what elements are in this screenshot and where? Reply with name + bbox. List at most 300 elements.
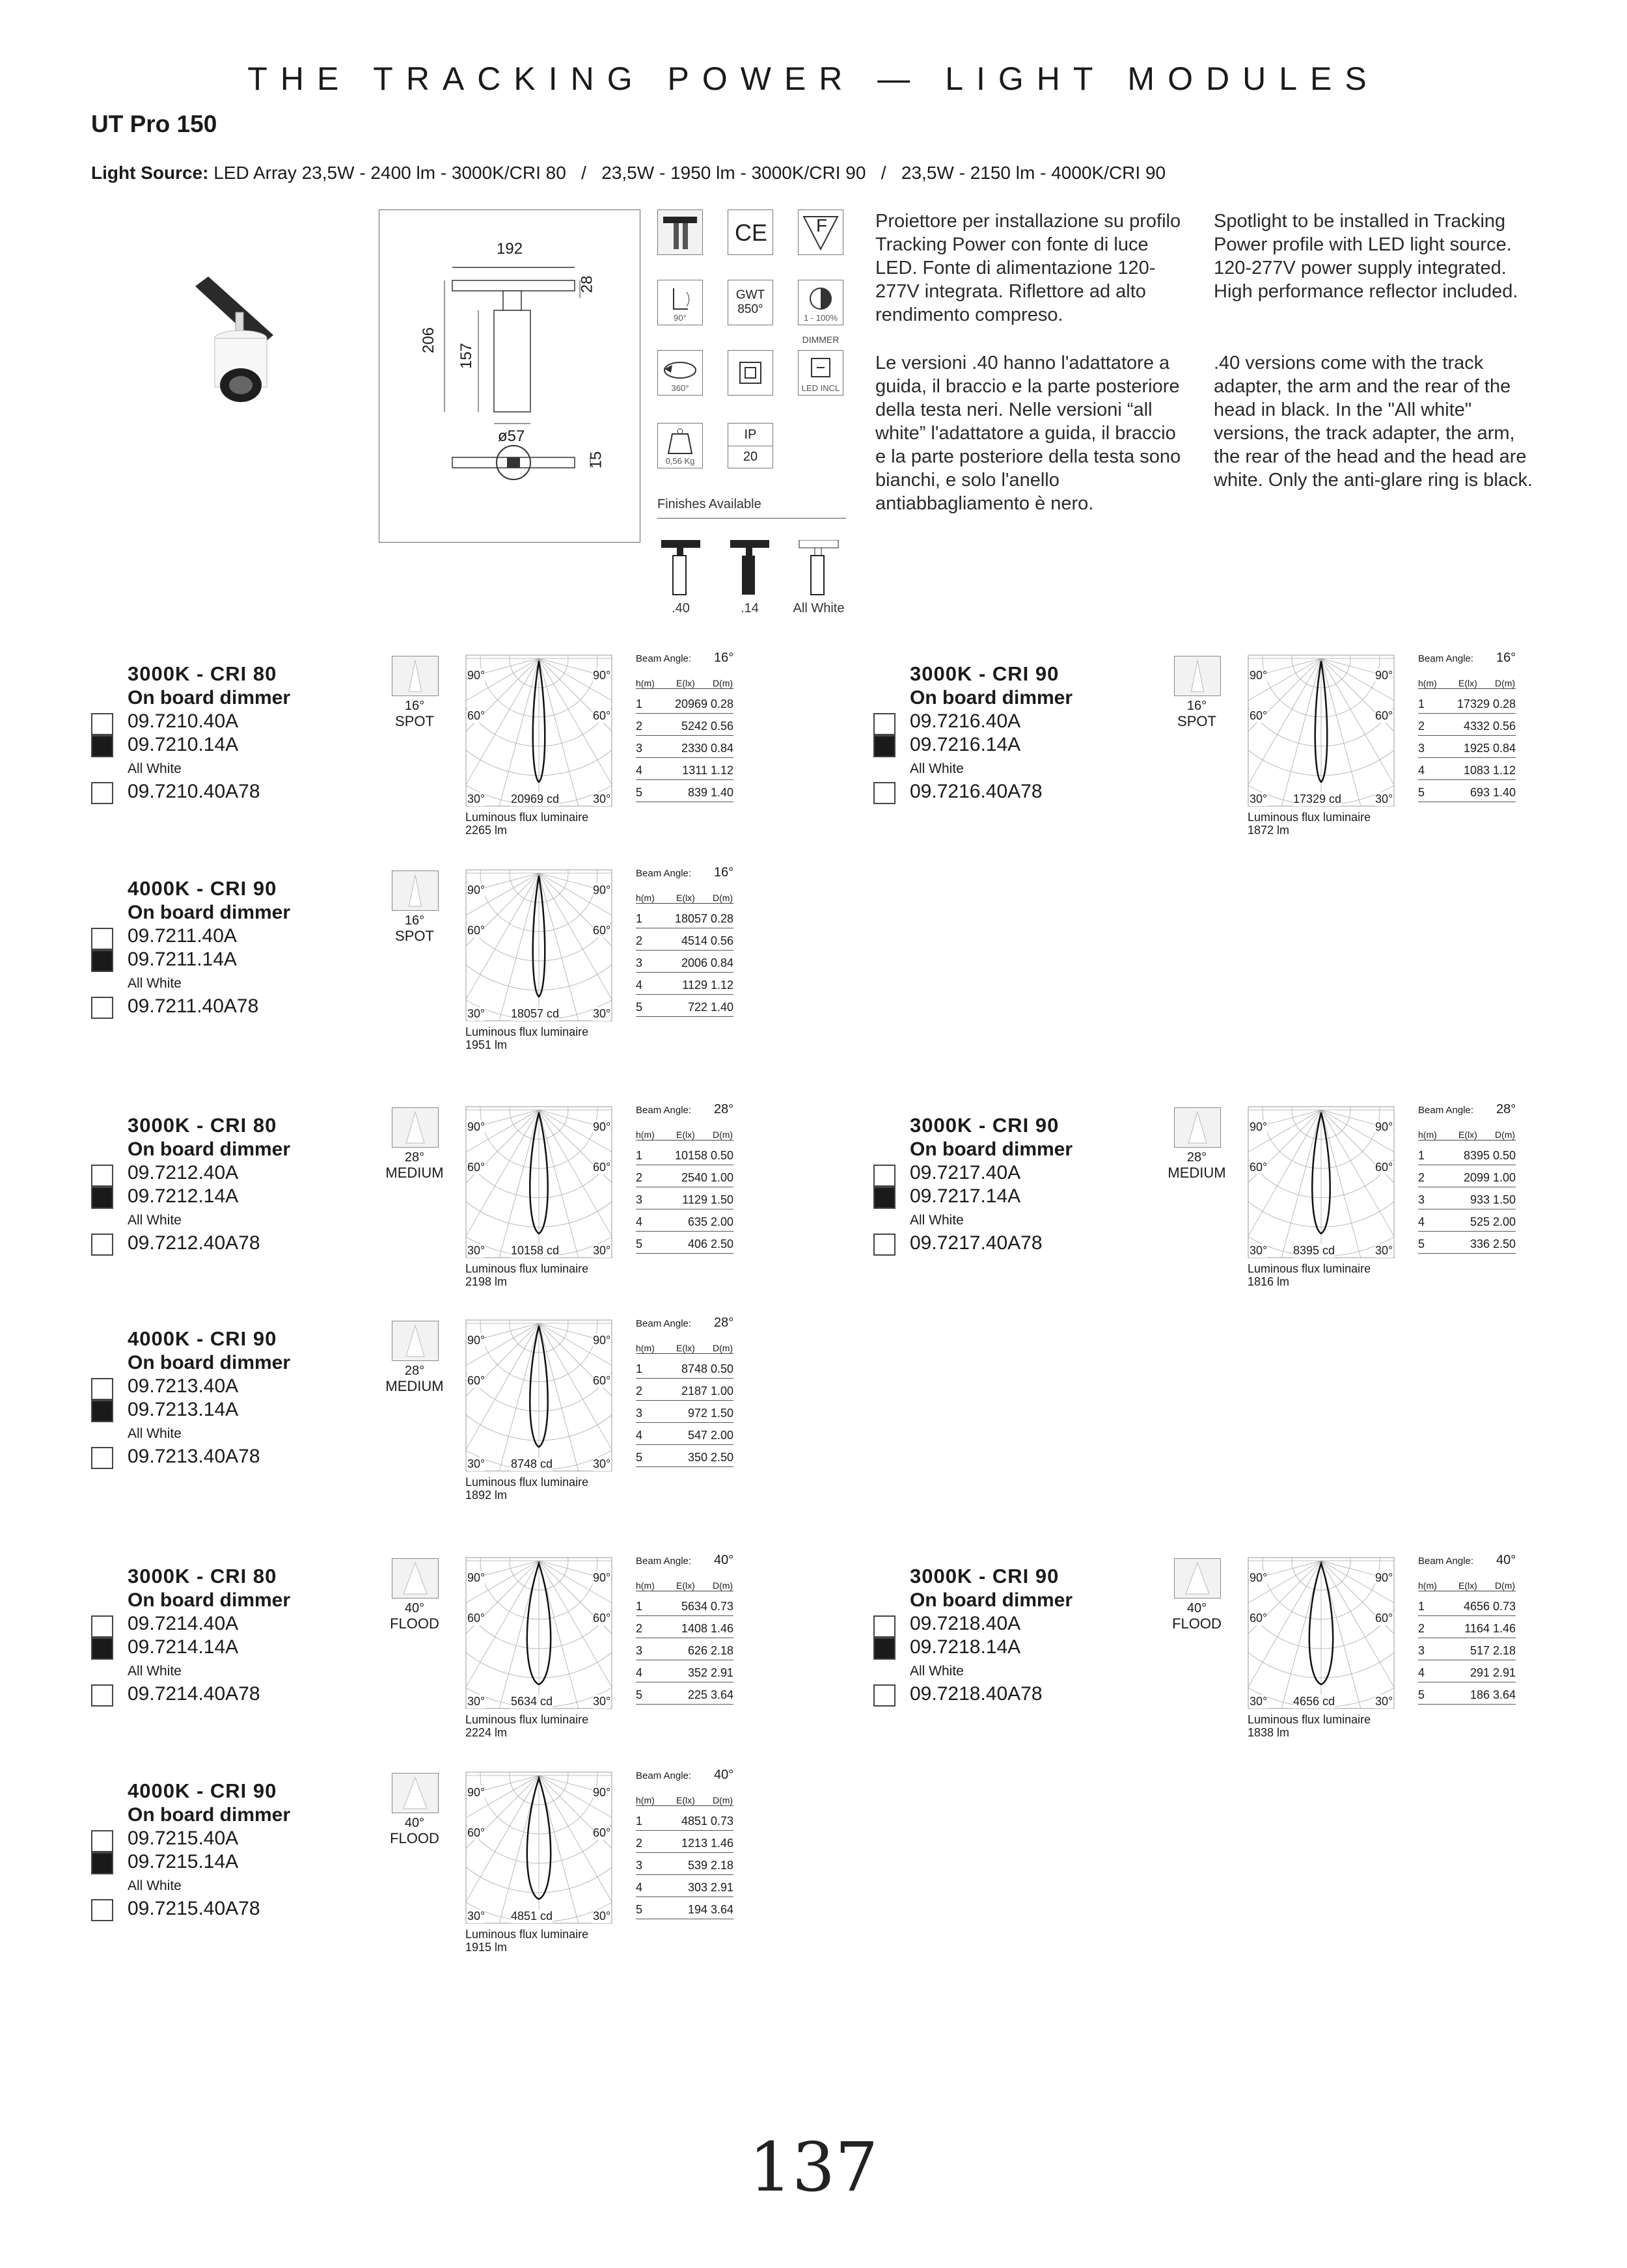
angle-90-right: 90° <box>593 1334 611 1347</box>
rotation-90-icon <box>657 280 703 325</box>
flux-label: Luminous flux luminaire <box>465 1262 589 1275</box>
flux-label: Luminous flux luminaire <box>465 1928 589 1941</box>
cell-h: 5 <box>636 1001 643 1014</box>
beam-degree: 28° <box>1186 1150 1207 1165</box>
beam-icon <box>1174 656 1221 696</box>
beam-cone <box>409 875 421 906</box>
beam-cone <box>1188 1112 1207 1143</box>
table-row <box>636 763 733 780</box>
beam-type: SPOT <box>1177 713 1216 729</box>
cell-d: 1.50 <box>710 1193 733 1206</box>
angle-30-right: 30° <box>593 792 611 805</box>
cell-d: 3.64 <box>710 1903 733 1916</box>
angle-60-right: 60° <box>593 1374 611 1387</box>
angle-30-right: 30° <box>593 1007 611 1020</box>
all-white-label: All White <box>910 1213 964 1228</box>
table-row <box>636 1835 733 1853</box>
code-checkbox[interactable] <box>873 1165 896 1187</box>
ce-mark-icon <box>728 209 773 255</box>
code-checkbox[interactable] <box>91 1638 113 1660</box>
product-code: 09.7210.40A <box>128 710 239 732</box>
col-h: h(m) <box>1418 1129 1437 1140</box>
table-row <box>1418 1192 1516 1209</box>
angle-30-left: 30° <box>467 792 485 805</box>
cell-e: 547 <box>687 1429 707 1442</box>
code-checkbox[interactable] <box>91 1378 113 1400</box>
variant-block <box>91 1553 840 1760</box>
code-checkbox[interactable] <box>91 735 113 757</box>
ip-rating-icon <box>728 423 773 468</box>
code-checkbox[interactable] <box>91 1899 113 1921</box>
table-row <box>636 1450 733 1467</box>
cell-d: 1.00 <box>710 1171 733 1184</box>
peak-candela: 4851 cd <box>511 1910 553 1923</box>
angle-60-right: 60° <box>593 1826 611 1839</box>
polar-diagram <box>465 1772 612 1924</box>
cell-d: 0.28 <box>710 912 733 925</box>
beam-angle-value: 28° <box>714 1102 734 1116</box>
cell-h: 5 <box>1418 1237 1425 1250</box>
dimmer-icon <box>798 280 843 325</box>
code-checkbox[interactable] <box>91 1852 113 1874</box>
cell-d: 1.46 <box>710 1622 733 1635</box>
product-code: 09.7211.14A <box>128 949 237 970</box>
angle-30-left: 30° <box>467 1457 485 1470</box>
product-code: 09.7216.40A78 <box>910 781 1043 802</box>
flux-value: 1838 lm <box>1248 1726 1290 1739</box>
cell-e: 635 <box>687 1215 707 1228</box>
code-checkbox[interactable] <box>873 1684 896 1707</box>
cell-e: 2330 <box>681 742 707 755</box>
col-d: D(m) <box>713 893 733 903</box>
cell-d: 2.18 <box>1492 1644 1516 1657</box>
cell-e: 4656 <box>1463 1600 1490 1613</box>
variant-title: 3000K - CRI 90 <box>910 1565 1060 1587</box>
table-row <box>636 1902 733 1919</box>
angle-60-left: 60° <box>467 924 485 937</box>
code-checkbox[interactable] <box>91 950 113 972</box>
code-checkbox[interactable] <box>873 713 896 735</box>
beam-cone <box>406 1325 424 1357</box>
angle-60-left: 60° <box>1250 1161 1268 1174</box>
cell-h: 3 <box>636 742 643 755</box>
angle-30-left: 30° <box>467 1007 485 1020</box>
col-h: h(m) <box>636 893 655 903</box>
cell-e: 350 <box>687 1451 707 1464</box>
cell-d: 2.00 <box>710 1429 733 1442</box>
cell-d: 0.73 <box>710 1600 733 1613</box>
col-e: E(lx) <box>676 1129 695 1140</box>
beam-angle-label: Beam Angle: <box>636 1105 692 1116</box>
cell-d: 0.73 <box>1492 1600 1516 1613</box>
table-row <box>636 1813 733 1831</box>
variant-block <box>91 1102 840 1309</box>
cell-d: 1.40 <box>710 1001 733 1014</box>
finish-all-white: All White <box>793 601 845 615</box>
cell-h: 5 <box>636 786 643 799</box>
table-row <box>636 1621 733 1638</box>
code-checkbox[interactable] <box>91 1684 113 1707</box>
angle-90-left: 90° <box>467 669 485 682</box>
cell-e: 1129 <box>682 979 707 992</box>
cell-h: 5 <box>1418 786 1425 799</box>
light-source-text: LED Array 23,5W - 2400 lm - 3000K/CRI 80 / 23,5W - 1950 lm - 3000K/CRI 90 / 23,5W - 2150 lm - 4000K/CRI 90 <box>213 163 1166 183</box>
code-checkbox[interactable] <box>873 1638 896 1660</box>
peak-candela: 4656 cd <box>1293 1695 1335 1708</box>
variant-dimmer: On board dimmer <box>128 902 291 923</box>
variant-block <box>873 1102 1622 1309</box>
table-row <box>1418 1643 1516 1660</box>
beam-degree: 40° <box>404 1816 425 1830</box>
cell-e: 1213 <box>681 1837 707 1850</box>
peak-candela: 5634 cd <box>511 1695 553 1708</box>
beam-type: SPOT <box>395 713 434 729</box>
polar-grid <box>465 1319 612 1472</box>
flux-label: Luminous flux luminaire <box>465 1476 589 1489</box>
cell-e: 10158 <box>674 1149 707 1162</box>
product-code: 09.7212.40A78 <box>128 1232 260 1254</box>
table-row <box>1418 1236 1516 1254</box>
table-row <box>636 1687 733 1705</box>
cell-d: 1.40 <box>710 786 733 799</box>
cell-e: 693 <box>1470 786 1490 799</box>
beam-cone <box>1191 660 1203 692</box>
light-source-label: Light Source: <box>91 163 209 183</box>
code-checkbox[interactable] <box>91 1187 113 1209</box>
table-header <box>636 1342 733 1354</box>
dim-top-height: 28 <box>578 275 596 293</box>
beam-angle-value: 16° <box>714 651 734 665</box>
cell-h: 3 <box>636 1644 643 1657</box>
cell-d: 1.00 <box>1492 1171 1516 1184</box>
product-code: 09.7217.40A78 <box>910 1232 1043 1254</box>
product-code: 09.7218.40A78 <box>910 1683 1043 1705</box>
cell-d: 1.00 <box>710 1384 733 1397</box>
beam-degree: 28° <box>404 1150 425 1165</box>
flux-value: 1915 lm <box>465 1941 508 1954</box>
cell-h: 2 <box>1418 720 1425 733</box>
gwt-value: 850° <box>737 303 763 316</box>
polar-grid <box>1248 655 1395 807</box>
code-checkbox[interactable] <box>91 782 113 804</box>
variant-dimmer: On board dimmer <box>128 1804 291 1826</box>
cell-h: 3 <box>636 956 643 969</box>
angle-90-right: 90° <box>593 884 611 897</box>
variant-title: 3000K - CRI 80 <box>128 662 277 685</box>
angle-60-right: 60° <box>593 924 611 937</box>
angle-60-left: 60° <box>467 1612 485 1625</box>
code-checkbox[interactable] <box>91 1165 113 1187</box>
table-row <box>1418 1687 1516 1705</box>
angle-60-left: 60° <box>1250 709 1268 722</box>
product-code: 09.7213.14A <box>128 1399 239 1420</box>
beam-icon <box>392 871 439 911</box>
beam-type: MEDIUM <box>1168 1165 1226 1181</box>
cell-e: 194 <box>687 1903 707 1916</box>
cell-h: 1 <box>1418 1600 1425 1613</box>
col-h: h(m) <box>636 1795 655 1805</box>
cell-d: 3.64 <box>710 1688 733 1701</box>
code-checkbox[interactable] <box>91 1447 113 1469</box>
beam-angle-label: Beam Angle: <box>636 1770 692 1781</box>
beam-icon <box>1174 1558 1221 1599</box>
code-checkbox[interactable] <box>91 1615 113 1638</box>
cell-d: 2.50 <box>710 1451 733 1464</box>
table-row <box>636 1405 733 1423</box>
peak-candela: 8395 cd <box>1293 1244 1335 1257</box>
table-row <box>636 1643 733 1660</box>
cell-h: 2 <box>1418 1622 1425 1635</box>
cell-d: 2.91 <box>1492 1666 1516 1679</box>
angle-60-right: 60° <box>593 709 611 722</box>
table-row <box>1418 1621 1516 1638</box>
product-code: 09.7214.40A78 <box>128 1683 260 1705</box>
product-code: 09.7214.40A <box>128 1613 239 1634</box>
product-code: 09.7211.40A78 <box>128 995 259 1017</box>
beam-angle-label: Beam Angle: <box>1418 1105 1474 1116</box>
weight-text: 0,56 Kg <box>665 456 695 466</box>
cell-d: 0.50 <box>1492 1149 1516 1162</box>
polar-diagram <box>465 1106 612 1258</box>
gwt-icon <box>728 280 773 325</box>
angle-60-right: 60° <box>593 1161 611 1174</box>
code-checkbox[interactable] <box>873 735 896 757</box>
table-row <box>1418 1214 1516 1232</box>
col-e: E(lx) <box>676 678 695 688</box>
dim-total-height: 206 <box>420 327 438 354</box>
code-checkbox[interactable] <box>873 1234 896 1256</box>
code-checkbox[interactable] <box>91 1234 113 1256</box>
peak-candela: 10158 cd <box>511 1244 560 1257</box>
cell-d: 1.46 <box>1492 1622 1516 1635</box>
angle-60-left: 60° <box>467 1161 485 1174</box>
table-row <box>636 1170 733 1187</box>
polar-grid <box>465 869 612 1021</box>
all-white-label: All White <box>128 1213 182 1228</box>
led-included-icon <box>798 350 843 396</box>
product-code: 09.7213.40A78 <box>128 1446 260 1467</box>
table-row <box>636 933 733 951</box>
angle-90-right: 90° <box>1375 669 1393 682</box>
table-row <box>1418 1170 1516 1187</box>
cell-h: 1 <box>636 1362 643 1375</box>
flux-value: 1951 lm <box>465 1038 508 1051</box>
col-d: D(m) <box>713 1129 733 1140</box>
cell-h: 2 <box>1418 1171 1425 1184</box>
ip-label: IP <box>744 427 757 442</box>
code-checkbox[interactable] <box>873 1615 896 1638</box>
polar-grid <box>465 1772 612 1924</box>
beam-angle-value: 40° <box>1496 1553 1516 1567</box>
beam-icon <box>1174 1107 1221 1148</box>
col-h: h(m) <box>636 1580 655 1591</box>
cell-h: 1 <box>636 1149 643 1162</box>
cell-d: 2.00 <box>710 1215 733 1228</box>
table-header <box>1418 677 1516 689</box>
flux-label: Luminous flux luminaire <box>1248 1713 1371 1726</box>
flux-value: 1872 lm <box>1248 824 1290 837</box>
cell-d: 3.64 <box>1492 1688 1516 1701</box>
code-checkbox[interactable] <box>873 782 896 804</box>
cell-h: 4 <box>1418 1215 1425 1228</box>
cell-d: 1.12 <box>710 979 733 992</box>
cell-d: 0.56 <box>1492 720 1516 733</box>
code-checkbox[interactable] <box>91 1400 113 1422</box>
cell-h: 5 <box>1418 1688 1425 1701</box>
cell-e: 352 <box>687 1666 707 1679</box>
product-code: 09.7210.14A <box>128 734 239 755</box>
luminous-flux <box>465 1713 588 1739</box>
variant-dimmer: On board dimmer <box>910 1139 1073 1160</box>
angle-60-left: 60° <box>1250 1612 1268 1625</box>
angle-90-left: 90° <box>1250 1571 1268 1584</box>
angle-90-left: 90° <box>467 1334 485 1347</box>
col-e: E(lx) <box>1458 1580 1477 1591</box>
table-row <box>636 977 733 995</box>
table-row <box>1418 740 1516 758</box>
cell-d: 2.50 <box>1492 1237 1516 1250</box>
code-checkbox[interactable] <box>873 1187 896 1209</box>
beam-cone <box>409 660 421 692</box>
cell-e: 2540 <box>681 1171 707 1184</box>
cell-e: 18057 <box>674 912 707 925</box>
variant-title: 3000K - CRI 80 <box>128 1114 277 1137</box>
finish-14: .14 <box>741 601 759 615</box>
finish-40: .40 <box>672 601 690 615</box>
cell-e: 2187 <box>681 1384 707 1397</box>
cell-d: 0.84 <box>1492 742 1516 755</box>
cell-h: 5 <box>636 1903 643 1916</box>
col-d: D(m) <box>1495 1129 1516 1140</box>
luminous-flux <box>465 1928 588 1954</box>
cell-h: 1 <box>636 1815 643 1828</box>
flux-value: 1816 lm <box>1248 1275 1290 1288</box>
table-header <box>1418 1579 1516 1591</box>
cell-h: 1 <box>636 697 643 710</box>
cell-h: 3 <box>636 1859 643 1872</box>
finish-swatches <box>657 540 853 599</box>
cell-e: 8395 <box>1463 1149 1490 1162</box>
table-row <box>1418 718 1516 736</box>
variant-title: 4000K - CRI 90 <box>128 1327 277 1350</box>
technical-drawing <box>379 209 640 543</box>
col-e: E(lx) <box>1458 1129 1477 1140</box>
variant-block <box>873 1553 1622 1760</box>
beam-angle-value: 40° <box>714 1553 734 1567</box>
cell-e: 8748 <box>681 1362 707 1375</box>
dimmer-label: DIMMER <box>802 334 840 345</box>
code-checkbox[interactable] <box>91 713 113 735</box>
luminous-flux <box>465 811 588 837</box>
table-row <box>636 1214 733 1232</box>
cell-e: 186 <box>1470 1688 1490 1701</box>
all-white-label: All White <box>128 1878 182 1893</box>
beam-type: MEDIUM <box>385 1165 444 1181</box>
cell-d: 0.84 <box>710 742 733 755</box>
cell-e: 972 <box>687 1407 707 1420</box>
code-checkbox[interactable] <box>91 928 113 950</box>
gwt-label: GWT <box>735 288 765 302</box>
cell-h: 3 <box>1418 742 1425 755</box>
col-h: h(m) <box>1418 678 1437 688</box>
cell-e: 1164 <box>1464 1622 1490 1635</box>
variant-dimmer: On board dimmer <box>128 687 291 709</box>
dimmer-range: 1 - 100% <box>803 313 838 323</box>
code-checkbox[interactable] <box>91 997 113 1019</box>
flux-value: 2265 lm <box>465 824 508 837</box>
all-white-label: All White <box>128 1426 182 1441</box>
beam-degree: 16° <box>404 699 425 713</box>
angle-60-right: 60° <box>1375 1612 1393 1625</box>
angle-90-left: 90° <box>467 1120 485 1133</box>
angle-90-right: 90° <box>593 669 611 682</box>
product-code: 09.7216.14A <box>910 734 1021 755</box>
dim-diameter: ø57 <box>498 427 525 445</box>
ce-mark-text: CE <box>735 219 768 246</box>
cell-h: 3 <box>1418 1644 1425 1657</box>
product-name: UT Pro 150 <box>91 111 217 137</box>
angle-90-right: 90° <box>593 1786 611 1799</box>
beam-angle-value: 16° <box>1496 651 1516 665</box>
page-number: 137 <box>748 2127 879 2207</box>
cell-h: 2 <box>636 1171 643 1184</box>
cell-h: 4 <box>636 764 643 777</box>
cell-e: 2006 <box>681 956 707 969</box>
col-d: D(m) <box>713 1343 733 1353</box>
beam-type: MEDIUM <box>385 1378 444 1394</box>
luminous-flux <box>1248 1262 1371 1288</box>
rotation-360-icon <box>657 350 703 396</box>
product-photo <box>189 273 312 403</box>
cell-h: 3 <box>636 1193 643 1206</box>
flux-label: Luminous flux luminaire <box>1248 1262 1371 1275</box>
cell-e: 933 <box>1470 1193 1490 1206</box>
col-d: D(m) <box>713 678 733 688</box>
dim-width: 192 <box>497 240 523 258</box>
variant-dimmer: On board dimmer <box>128 1352 291 1373</box>
feature-icons <box>657 209 853 626</box>
cell-h: 3 <box>636 1407 643 1420</box>
angle-60-left: 60° <box>467 1374 485 1387</box>
beam-degree: 16° <box>1186 699 1207 713</box>
polar-grid <box>465 655 612 807</box>
beam-angle-label: Beam Angle: <box>636 653 692 664</box>
product-code: 09.7218.40A <box>910 1613 1021 1634</box>
flux-value: 2198 lm <box>465 1275 508 1288</box>
code-checkbox[interactable] <box>91 1830 113 1852</box>
table-row <box>636 1236 733 1254</box>
cell-h: 4 <box>1418 764 1425 777</box>
beam-angle-value: 40° <box>714 1768 734 1782</box>
table-row <box>636 740 733 758</box>
angle-30-left: 30° <box>1250 1244 1268 1257</box>
cell-d: 0.56 <box>710 720 733 733</box>
dim-body-height: 157 <box>458 342 476 370</box>
angle-60-right: 60° <box>1375 709 1393 722</box>
cell-h: 1 <box>636 912 643 925</box>
cell-d: 2.91 <box>710 1881 733 1894</box>
angle-90-left: 90° <box>1250 669 1268 682</box>
table-row <box>636 1665 733 1682</box>
col-d: D(m) <box>713 1795 733 1805</box>
col-d: D(m) <box>713 1580 733 1591</box>
flux-value: 2224 lm <box>465 1726 508 1739</box>
col-h: h(m) <box>636 678 655 688</box>
description-italian-1: Proiettore per installazione su profilo Tracking Power con fonte di luce LED. Fonte di alimentazione 120-277V integrata. Riflettore ad alto rendimento compreso. <box>875 211 1181 325</box>
angle-30-right: 30° <box>1375 1244 1393 1257</box>
cell-d: 2.18 <box>710 1859 733 1872</box>
table-header <box>1418 1128 1516 1141</box>
